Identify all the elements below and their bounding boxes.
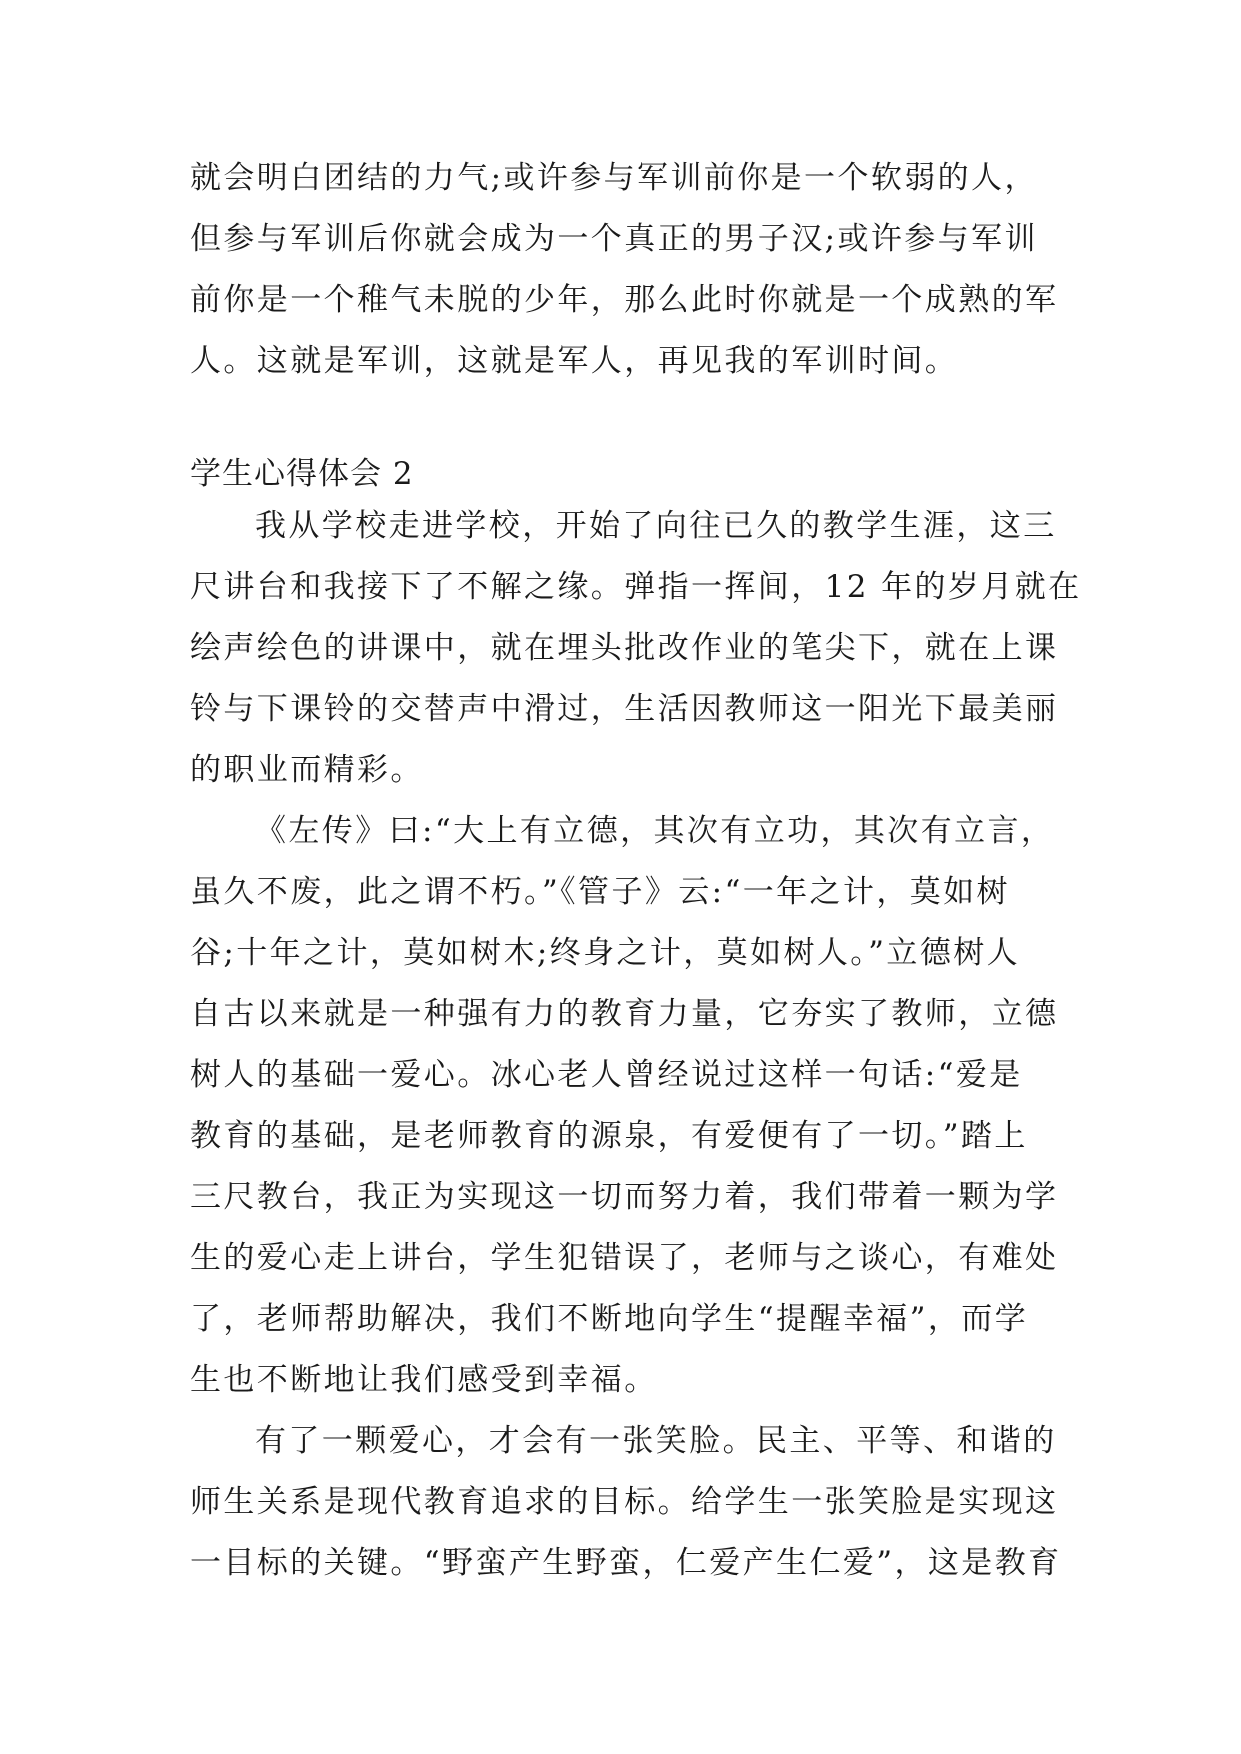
text-line: 教育的基础，是老师教育的源泉，有爱便有了一切。”踏上 bbox=[190, 1118, 1028, 1154]
text-line: 铃与下课铃的交替声中滑过，生活因教师这一阳光下最美丽 bbox=[190, 691, 1059, 727]
intro-paragraph bbox=[190, 158, 1059, 381]
text-line: 三尺教台，我正为实现这一切而努力着，我们带着一颗为学 bbox=[190, 1179, 1059, 1215]
text-line: 树人的基础一爱心。冰心老人曾经说过这样一句话:“爱是 bbox=[190, 1057, 1023, 1093]
text-line: 生的爱心走上讲台，学生犯错误了，老师与之谈心，有难处 bbox=[190, 1240, 1059, 1276]
text-line: 了，老师帮助解决，我们不断地向学生“提醒幸福”，而学 bbox=[190, 1301, 1029, 1337]
paragraph-3 bbox=[190, 1421, 1062, 1583]
text-line: 自古以来就是一种强有力的教育力量，它夯实了教师，立德 bbox=[190, 996, 1059, 1032]
text-line: 的职业而精彩。 bbox=[190, 752, 424, 788]
text-line: 生也不断地让我们感受到幸福。 bbox=[190, 1362, 658, 1398]
text-line: 虽久不废，此之谓不朽。”《管子》云:“一年之计，莫如树 bbox=[190, 874, 1010, 910]
text-line: 有了一颗爱心，才会有一张笑脸。民主、平等、和谐的 bbox=[255, 1423, 1057, 1459]
text-line: 绘声绘色的讲课中，就在埋头批改作业的笔尖下，就在上课 bbox=[190, 630, 1059, 666]
section-title: 学生心得体会 2 bbox=[190, 456, 414, 492]
section-spacer bbox=[190, 402, 1050, 454]
paragraph-1 bbox=[190, 506, 1082, 790]
text-line: 尺讲台和我接下了不解之缘。弹指一挥间，12 年的岁月就在 bbox=[190, 569, 1082, 605]
text-line: 但参与军训后你就会成为一个真正的男子汉;或许参与军训 bbox=[190, 221, 1038, 257]
text-line: 我从学校走进学校，开始了向往已久的教学生涯，这三 bbox=[255, 508, 1057, 544]
text-line: 《左传》曰:“大上有立德，其次有立功，其次有立言， bbox=[255, 813, 1055, 849]
text-line: 前你是一个稚气未脱的少年，那么此时你就是一个成熟的军 bbox=[190, 282, 1059, 318]
text-line: 人。这就是军训，这就是军人，再见我的军训时间。 bbox=[190, 343, 959, 379]
paragraph-2 bbox=[190, 811, 1059, 1400]
text-line: 师生关系是现代教育追求的目标。给学生一张笑脸是实现这 bbox=[190, 1484, 1059, 1520]
document-body bbox=[190, 158, 1082, 1604]
text-line: 一目标的关键。“野蛮产生野蛮，仁爱产生仁爱”，这是教育 bbox=[190, 1545, 1062, 1581]
text-line: 谷;十年之计，莫如树木;终身之计，莫如树人。”立德树人 bbox=[190, 935, 1021, 971]
text-line: 就会明白团结的力气;或许参与军训前你是一个软弱的人， bbox=[190, 160, 1038, 196]
